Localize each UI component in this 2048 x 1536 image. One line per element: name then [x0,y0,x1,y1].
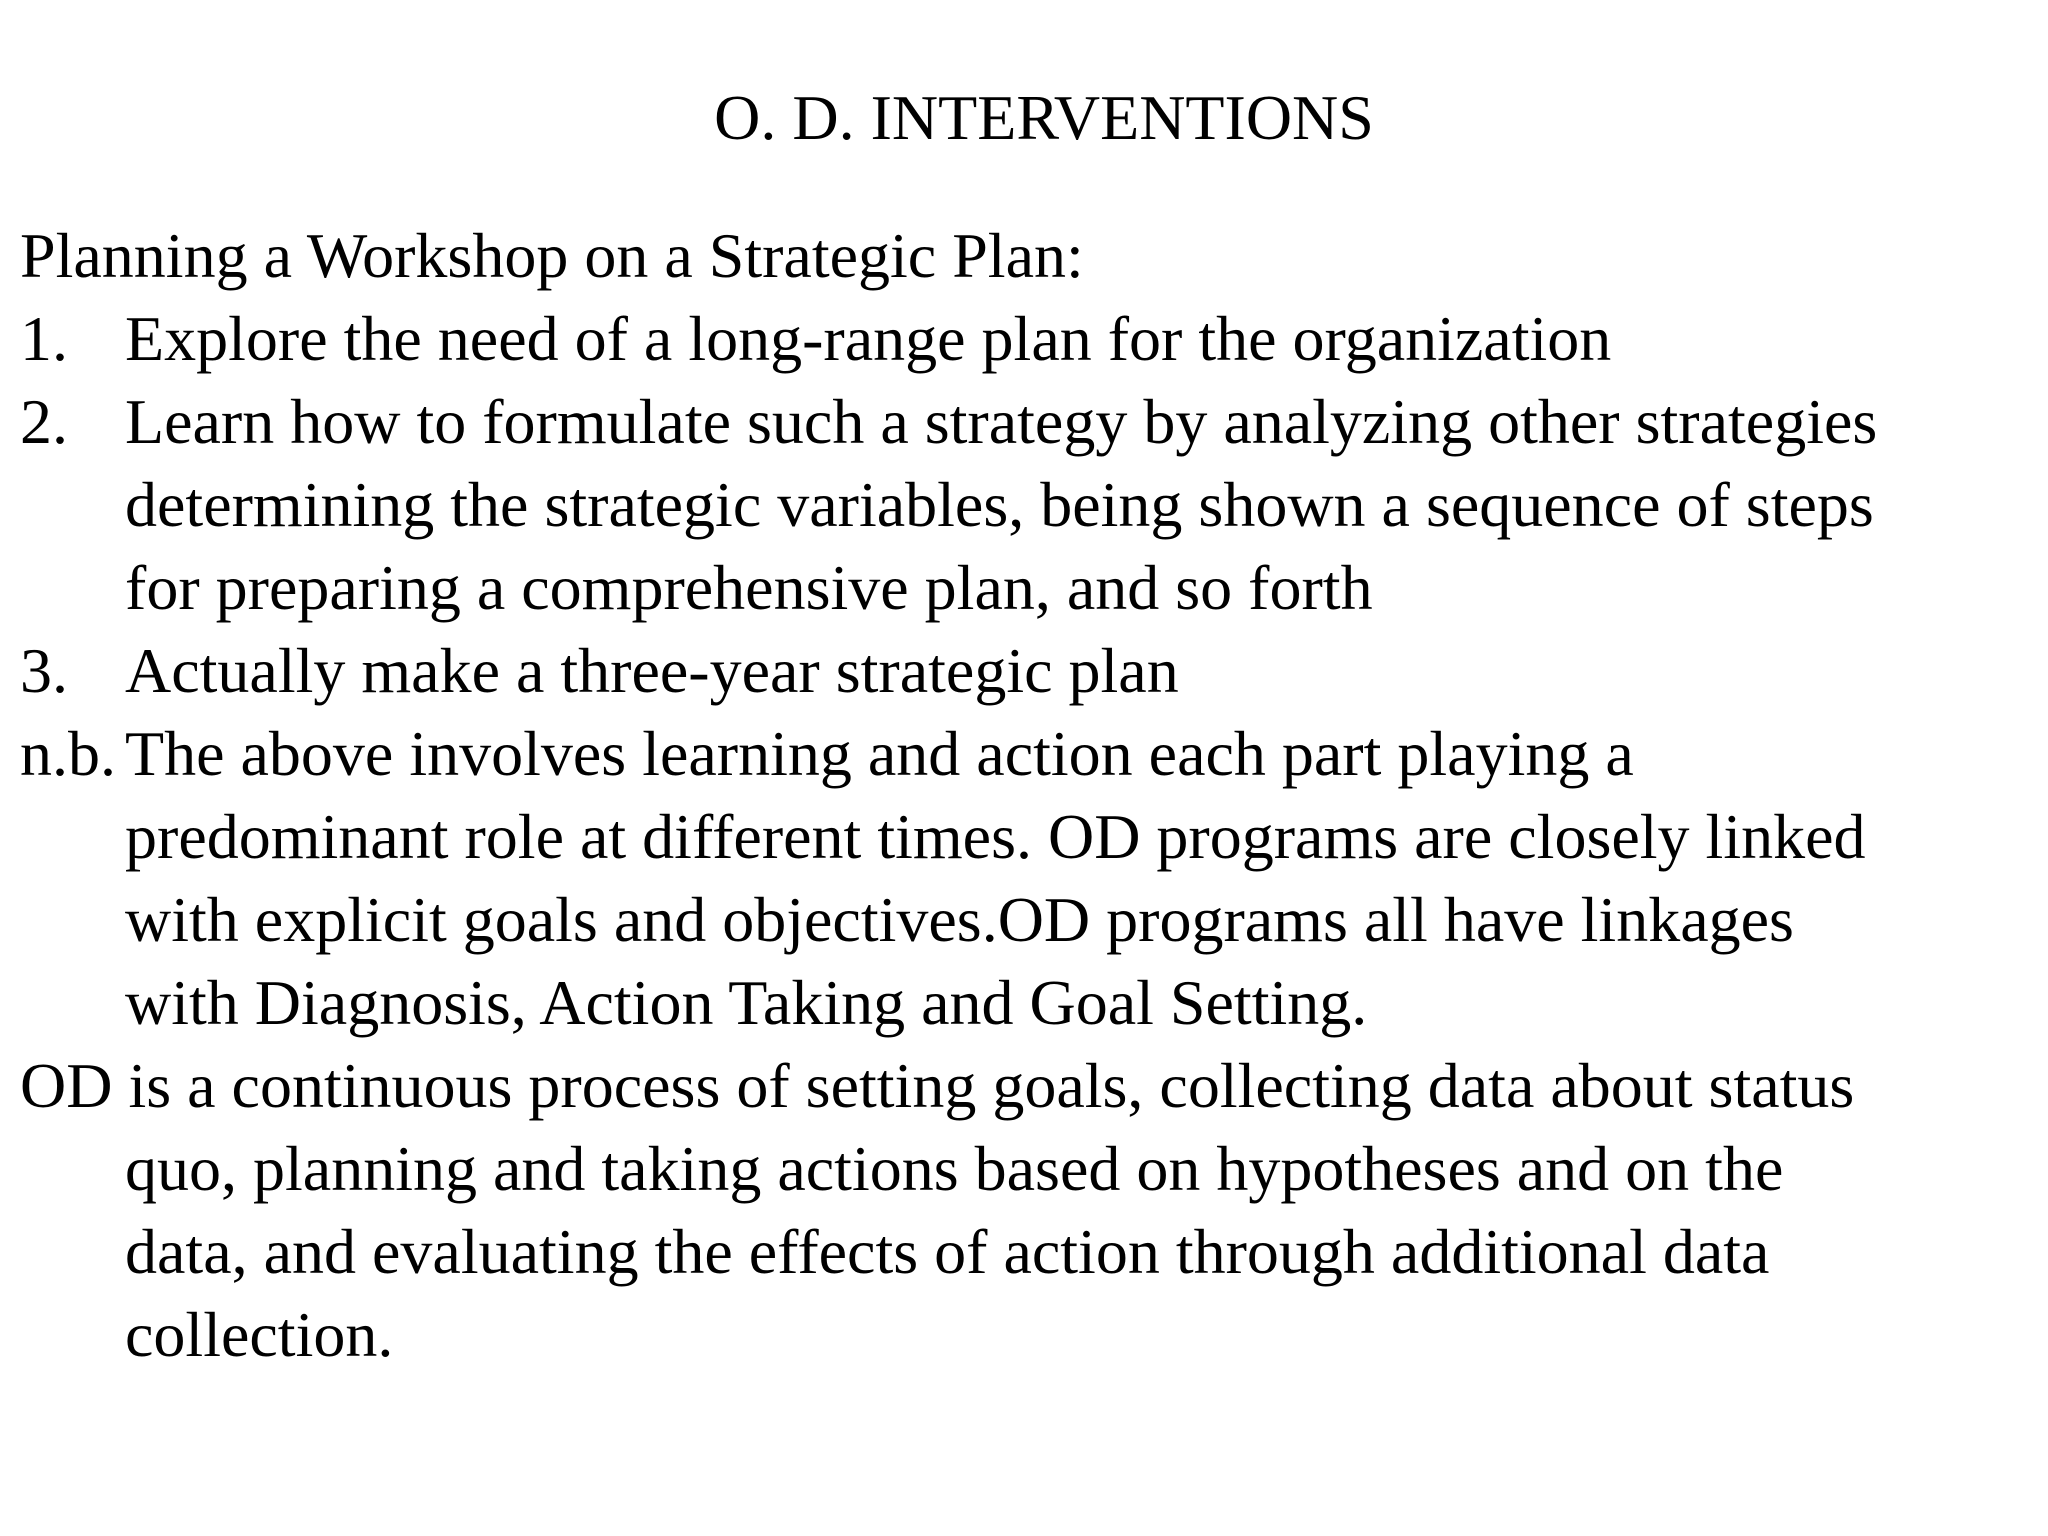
list-marker: 2. [20,386,68,457]
conclusion-text: data, and evaluating the effects of action through additional data [125,1216,1770,1287]
intro-text: Planning a Workshop on a Strategic Plan: [20,220,1084,291]
conclusion-continuation [20,1293,2030,1376]
note-marker: n.b. [20,718,116,789]
note-line [20,712,2030,795]
note-text: The above involves learning and action each part playing a [125,718,1634,789]
list-item-3 [20,629,2030,712]
conclusion-line [20,1044,2030,1127]
intro-line [20,214,2030,297]
conclusion-continuation [20,1210,2030,1293]
note-continuation [20,878,2030,961]
list-item-2-continuation [20,463,2030,546]
list-item-text: for preparing a comprehensive plan, and so forth [125,552,1373,623]
conclusion-text: quo, planning and taking actions based on hypotheses and on the [125,1133,1784,1204]
conclusion-continuation [20,1127,2030,1210]
list-item-2 [20,380,2030,463]
note-text: with explicit goals and objectives.OD programs all have linkages [125,884,1794,955]
list-marker: 1. [20,303,68,374]
note-continuation [20,961,2030,1044]
list-item-2-continuation [20,546,2030,629]
slide-body [20,214,2030,1376]
list-marker: 3. [20,635,68,706]
note-text: with Diagnosis, Action Taking and Goal Setting. [125,967,1368,1038]
list-item-text: determining the strategic variables, being shown a sequence of steps [125,469,1874,540]
list-item-text: Explore the need of a long-range plan for the organization [125,303,1612,374]
page-title: O. D. INTERVENTIONS [714,82,1374,153]
list-item-text: Actually make a three-year strategic plan [125,635,1179,706]
note-text: predominant role at different times. OD programs are closely linked [125,801,1866,872]
list-item-1 [20,297,2030,380]
note-continuation [20,795,2030,878]
conclusion-text: OD is a continuous process of setting goals, collecting data about status [20,1050,1855,1121]
list-item-text: Learn how to formulate such a strategy by analyzing other strategies [125,386,1878,457]
conclusion-text: collection. [125,1299,394,1370]
